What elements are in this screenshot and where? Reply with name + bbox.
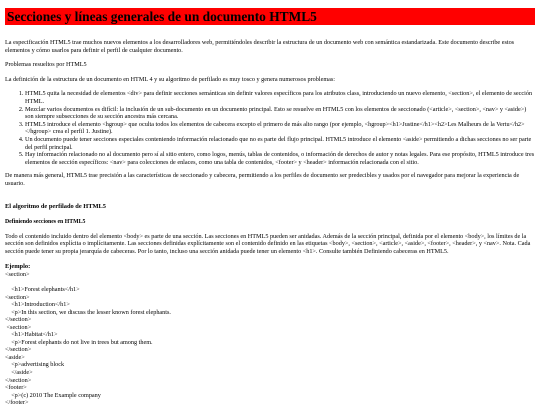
page-title: Secciones y líneas generales de un documento HTML5 (5, 8, 535, 25)
summary-paragraph: De manera más general, HTML5 trae precisión a las características de seccionado y cabecera, permitiendo a los perfiles de documento ser predecibles y usados por el navegador para mejorar la experiencia de usuario. (5, 172, 520, 187)
definition-intro-paragraph: La definición de la estructura de un documento en HTML 4 y su algoritmo de perfilado es muy tosco y genera numerosos problemas: (5, 75, 336, 83)
algorithm-heading: El algoritmo de perfilado de HTML5 (5, 202, 107, 210)
example-code-block: <section> <h1>Forest elephants</h1> <section> <h1>Introduction</h1> <p>In this section, we discuss the lesser known forest elephants. </section> <section> <h1>Habitat</h1> <p>Forest elephants do not live in trees but among them. </section> <aside> <p>advertising block </aside> </section> <footer> <p>(c) 2010 The Example company </footer> (5, 270, 171, 407)
solved-problems-paragraph: Problemas resueltos por HTML5 (5, 61, 87, 69)
list-item: 3. HTML5 introduce el elemento <hgroup> que oculta todos los elementos de cabecera excepto el primero de más alto rango (por ejemplo, <hgroup><h1>Justine</h1><h2>Les Malheurs de la Vertu</h2></hgroup> crea el perfil 1. Justine). (25, 121, 535, 136)
intro-paragraph: La especificación HTML5 trae muchos nuevos elementos a los desarrolladores web, permitiéndoles describir la estructura de un documento web con semántica estandarizada. Este documento describe estos elementos y cómo usarlos para definir el perfil de cualquier documento. (5, 39, 515, 54)
defining-sections-paragraph: Todo el contenido incluido dentro del elemento <body> es parte de una sección. Las secciones en HTML5 pueden ser anidadas. Además de la sección principal, definida por el elemento <body>, los límites de la sección son definidos explícita o implícitamente. Las secciones definidas explícitamente son el contenido definido en las etiquetas <body>, <section>, <article>, <aside>, <footer>, <header>, y <nav>. Nota. Cada sección puede tener su propia jerarquía de cabeceras. Por lo tanto, incluso una sección anidada puede tener un elemento <h1>. Consulte también Definiendo cabeceras en HTML5. (5, 232, 531, 255)
defining-sections-heading: Definiendo secciones en HTML5 (5, 218, 86, 225)
list-item: 1. HTML5 quita la necesidad de elementos <div> para definir secciones semánticas sin definir valores específicos para los atributos class, introduciendo un nuevo elemento, <section>, el elemento de sección HTML. (25, 90, 535, 105)
list-item: 5. Hay información relacionado no al documento pero sí al sitio entero, como logos, menús, tablas de contenidos, o información de derechos de autor y notas legales. Para ese propósito, HTML5 introduce tres elementos de sección específicos: <nav> para colecciones de enlaces, como una tabla de contenidos, <footer> y <header> información relacionada con el sitio. (25, 151, 535, 166)
list-item: 2. Mezclar varios documentos es difícil: la inclusión de un sub-documento en un documento principal. Esto se resuelve en HTML5 con los elementos de seccionado (<article>, <section>, <nav> y <aside>) son siempre subsecciones de su sección ancestra más cercana. (25, 106, 535, 121)
problems-list (5, 90, 535, 166)
list-item: 4. Un documento puede tener secciones especiales conteniendo información relacionado que no es parte del flujo principal. HTML5 introduce el elemento <aside> permitiendo a dichas secciones no ser parte del perfil principal. (25, 136, 535, 151)
example-label: Ejemplo: (5, 263, 31, 271)
